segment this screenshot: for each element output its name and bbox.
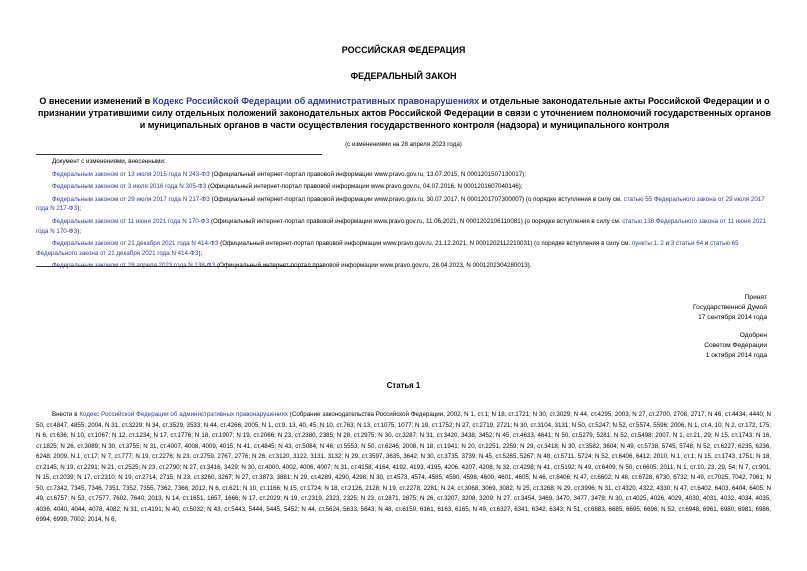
- change-source-text: (Официальный интернет-портал правовой информации www.pravo.gov.ru, 28.04.2023, N 0001202304280013).: [215, 262, 532, 270]
- duma-line-3: 17 сентября 2014 года: [698, 313, 767, 321]
- council-line-1: Одобрен: [739, 332, 767, 339]
- change-law-link[interactable]: статью 138 Федерального закона от 11 июня 2021 года N 170-ФЗ: [36, 217, 767, 235]
- article-text: (Собрание законодательства Российской Федерации, 2002, N 1, ст.1; N 18, ст.1721; N 30, ст.3029; N 44, ст.4295; 2003, N 27, ст.2700, 2708, 2717; N 46, ст.4434, 4440; N 50, ст.4847, 4855; 2004, N 31, ст.3229; N 34, ст.3529, 3533; N 44, ст.4266; 2005, N 1, ст.9, 13, 40, 45; N 10, ст.763; N 13, ст.1075, 1077; N 19, ст.1752; N 27, ст.2719, 2721; N 30, ст.3104, 3131; N 50, ст.5247; N 52, ст.5574, 5596; 2006, N 1, ст.4, 10; N 2, ст.172, 175; N 6, ст.636; N 10, ст.1067; N 12, ст.1234; N 17, ст.1776; N 18, ст.1907; N 19, ст.2066; N 23, ст.2380, 2385; N 28, ст.2975; N 30, ст.3287; N 31, ст.3420, 3438, 3452; N 45, ст.4633, 4641; N 50, ст.5279, 5281; N 52, ст.5498; 2007, N 1, ст.21, 29; N 15, ст.1743; N 16, ст.1825; N 26, ст.3089; N 30, ст.3755; N 31, ст.4007, 4008, 4009, 4015; N 41, ст.4845; N 43, ст.5084; N 46, ст.5553; N 50, ст.6246; 2008, N 18, ст.1941; N 20, ст.2251, 2259; N 29, ст.3418; N 30, ст.3582, 3604; N 49, ст.5738, 5745, 5748; N 52, ст.6227, 6235, 6236, 6248; 2009, N 1, ст.17; N 7, ст.777; N 19, ст.2276; N 23, ст.2759, 2767, 2776; N 26, ст.3120, 3122, 3131, 3132; N 29, ст.3597, 3635, 3642; N 30, ст.3735, 3739; N 45, ст.5265, 5267; N 48, ст.5711, 5724; N 52, ст.6406, 6412; 2010, N 1, ст.1; N 15, ст.1743, 1751; N 18, ст.2145; N 19, ст.2291; N 21, ст.2525; N 23, ст.2790; N 27, ст.3416, 3429; N 30, ст.4000, 4002, 4006, 4007; N 31, ст.4158, 4164, 4192, 4193, 4195, 4206, 4207, 4208; N 32, ст.4298; N 41, ст.5192; N 49, ст.6409; N 50, ст.6605; 2011, N 1, ст.10, 23, 29, 54; N 7, ст.901; N 15, ст.2039; N 17, ст.2310; N 19, ст.2714, 2715; N 23, ст.3260, 3267; N 27, ст.3873, 3881; N 29, ст.4289, 4290, 4298; N 30, ст.4573, 4574, 4585, 4590, 4598, 4600, 4601, 4605; N 46, ст.6406; N 47, ст.6602; N 48, ст.6728, 6730, 6732; N 49, ст.7025, 7042, 7061; N 50, ст.7342, 7345, 7346, 7351, 7352, 7355, 7362, 7366; 2012, N 6, ст.621; N 10, ст.1166; N 15, ст.1724; N 18, ст.2126, 2128; N 19, ст.2278, 2281; N 24, ст.3068, 3069, 3082; N 25, ст.3268; N 29, ст.3996; N 31, ст.4320, 4322, 4330; N 47, ст.6402, 6403, 6404, 6405; N 49, ст.6757; N 53, ст.7577, 7602, 7640; 2013, N 14, ст.1651, 1657, 1666; N 17, ст.2029; N 19, ст.2319, 2323, 2325; N 23, ст.2871, 2875; N 26, ст.3207, 3208, 3209; N 27, ст.3454, 3469, 3470, 3477, 3478; N 30, ст.4025, 4026, 4029, 4030, 4031, 4032, 4034, 4035, 4036, 4040, 4044, 4078, 4082; N 31, ст.4191; N 40, ст.5032; N 43, ст.5443, 5444, 5445, 5452; N 44, ст.5624, 5633, 5643; N 48, ст.6159, 6161, 6163, 6165; N 49, ст.6327, 6341, 6342, 6343; N 51, ст.6683, 6685, 6695, 6696; N 52, ст.6948, 6961, 6980, 6981, 6986, 6994, 6999, 7002; 2014, N 6,: [36, 411, 771, 523]
- law-title: [36, 95, 773, 131]
- council-line-2: Советом Федерации: [704, 341, 767, 349]
- change-law-link[interactable]: Федеральным законом от 11 июня 2021 года N 170-ФЗ: [52, 217, 210, 225]
- changes-items: [36, 170, 776, 271]
- change-law-link[interactable]: пункты 1, 2: [631, 240, 664, 248]
- council-line-3: 1 октября 2014 года: [705, 351, 767, 359]
- article-body: [36, 410, 771, 526]
- law-type-heading: ФЕДЕРАЛЬНЫЙ ЗАКОН: [350, 71, 457, 81]
- changes-intro: Документ с изменениями, внесенными:: [52, 158, 166, 165]
- change-law-link[interactable]: статью 55 Федерального закона от 29 июля 2017 года N 217-ФЗ: [36, 195, 765, 213]
- change-source-text: и: [703, 240, 711, 248]
- change-source-text: (Официальный интернет-портал правовой информации www.pravo.gov.ru, 30.07.2017, N 0001201707300007) (о порядке вступления в силу см.: [209, 195, 624, 203]
- article-heading: Статья 1: [386, 381, 421, 390]
- council-approval: [704, 331, 767, 360]
- change-source-text: (Официальный интернет-портал правовой информации www.pravo.gov.ru, 13.07.2015, N 0001201507130017);: [209, 170, 526, 178]
- change-source-text: (Официальный интернет-портал правовой информации www.pravo.gov.ru, 11.06.2021, N 0001202106110081) (о порядке вступления в силу см.: [209, 217, 623, 225]
- change-item: [36, 217, 776, 236]
- change-item: [36, 182, 776, 192]
- title-suffix: и отдельные законодательные акты Российской Федерации и о признании утратившими силу отдельных положений законодательных актов Российской Федерации в связи с уточнением полномочий государственных органов и муниципальных органов в части осуществления государственного контроля (надзора) и муниципального контроля: [38, 96, 771, 130]
- change-item: [36, 170, 776, 180]
- title-prefix: О внесении изменений в: [39, 96, 153, 106]
- article-koap-link[interactable]: Кодекс Российской Федерации об административных правонарушениях: [79, 411, 288, 418]
- change-law-link[interactable]: статью 65 Федерального закона от 21 декабря 2021 года N 414-ФЗ: [36, 240, 739, 257]
- change-source-text: );: [77, 205, 81, 213]
- change-source-text: (Официальный интернет-портал правовой информации www.pravo.gov.ru, 04.07.2016, N 0001201607040146);: [206, 183, 523, 191]
- change-law-link[interactable]: Федеральным законом от 3 июля 2016 года N 305-ФЗ: [52, 183, 207, 191]
- article-lead: Внести в: [52, 411, 80, 418]
- duma-line-1: Принят: [744, 294, 767, 301]
- change-source-text: );: [198, 249, 203, 257]
- change-item: [36, 195, 776, 214]
- change-law-link[interactable]: 3 статьи 64: [670, 240, 704, 248]
- country-heading: РОССИЙСКАЯ ФЕДЕРАЦИЯ: [341, 45, 466, 55]
- change-law-link[interactable]: Федеральным законом от 28 апреля 2023 года N 138-ФЗ: [52, 262, 216, 270]
- change-item: [36, 239, 776, 258]
- change-source-text: );: [77, 227, 81, 235]
- divider-bottom: [36, 266, 322, 267]
- change-law-link[interactable]: Федеральным законом от 29 июля 2017 года N 217-ФЗ: [52, 195, 210, 203]
- edition-note: (с изменениями на 28 апреля 2023 года): [345, 141, 462, 148]
- change-law-link[interactable]: Федеральным законом от 13 июля 2015 года N 243-ФЗ: [52, 170, 210, 178]
- change-source-text: (Официальный интернет-портал правовой информации www.pravo.gov.ru, 21.12.2021, N 0001202112210031) (о порядке вступления в силу см.: [218, 240, 632, 248]
- divider-top: [36, 154, 322, 155]
- change-source-text: и: [663, 240, 671, 248]
- duma-adoption: [693, 293, 767, 322]
- duma-line-2: Государственной Думой: [693, 303, 767, 311]
- change-law-link[interactable]: Федеральным законом от 21 декабря 2021 года N 414-ФЗ: [52, 240, 219, 248]
- koap-link[interactable]: Кодекс Российской Федерации об административных правонарушениях: [152, 96, 480, 106]
- changes-list: [36, 157, 776, 274]
